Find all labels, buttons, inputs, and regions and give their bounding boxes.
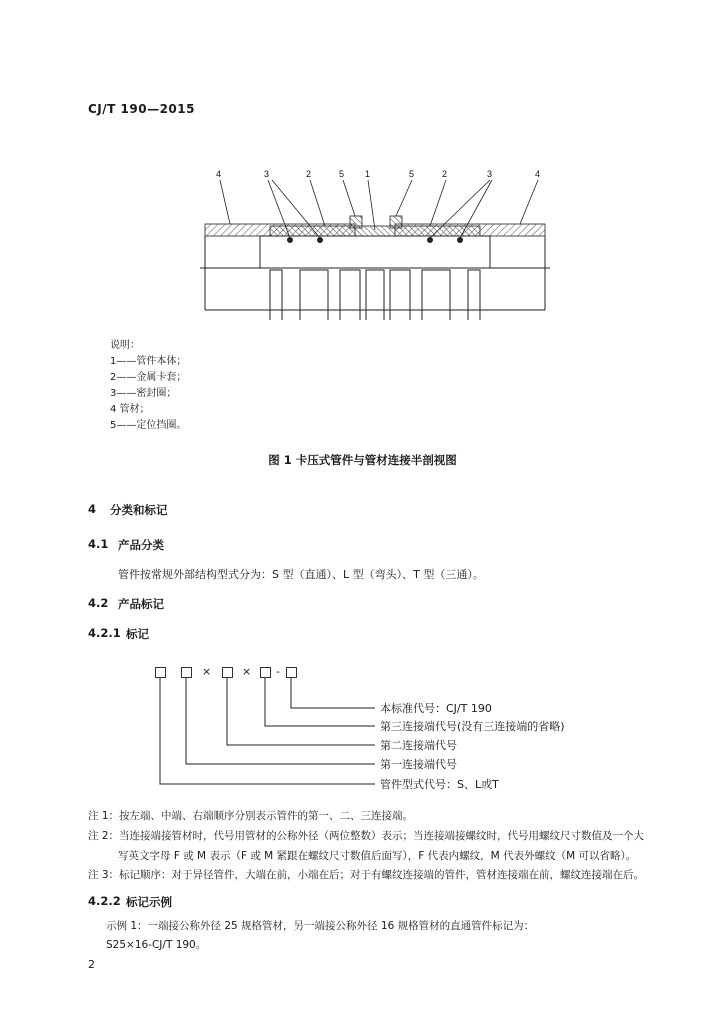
fitting-body <box>260 236 490 268</box>
section-title: 产品分类 <box>118 538 164 552</box>
section-title: 标记 <box>126 627 149 641</box>
section-number: 4.2.2 <box>88 894 121 908</box>
callout-label: 5 <box>409 169 415 179</box>
callout-label: 1 <box>365 169 371 179</box>
locating-ring-left <box>350 216 362 228</box>
code-box <box>260 667 271 678</box>
legend-item: 4 管材； <box>110 404 150 415</box>
page-number: 2 <box>88 958 95 971</box>
marking-label: 本标准代号：CJ/T 190 <box>380 702 492 715</box>
section-number: 4.2.1 <box>88 626 121 640</box>
callout-label: 4 <box>216 169 222 179</box>
legend-item: 2——金属卡套； <box>110 372 187 383</box>
section-number: 4.2 <box>88 596 109 610</box>
callout-label: 3 <box>264 169 270 179</box>
section-title: 分类和标记 <box>110 503 168 517</box>
callout-label: 3 <box>487 169 493 179</box>
callout-label: 4 <box>535 169 541 179</box>
marking-label: 第一连接端代号 <box>380 758 457 771</box>
figure-caption: 图 1 卡压式管件与管材连接半剖视图 <box>268 453 457 467</box>
note: 注 3：标记顺序：对于异径管件，大端在前，小端在后；对于有螺纹连接端的管件，管材连接端在前，螺纹连接端在后。 <box>88 869 645 881</box>
code-box <box>155 667 166 678</box>
legend-item: 3——密封圈； <box>110 388 177 399</box>
section-title: 产品标记 <box>118 597 164 611</box>
note: 注 2：当连接端接管材时，代号用管材的公称外径（两位整数）表示；当连接端接螺纹时，代号用螺纹尺寸数值及一个大 <box>88 830 645 842</box>
section-number: 4 <box>88 502 97 516</box>
separator: - <box>276 665 280 678</box>
section-title: 标记示例 <box>126 895 172 909</box>
legend-item: 1——管件本体； <box>110 356 187 367</box>
callout-label: 2 <box>306 169 312 179</box>
marking-label: 第三连接端代号(没有三连接端的省略) <box>380 720 565 733</box>
separator: × <box>242 665 252 678</box>
callout-label: 5 <box>339 169 345 179</box>
marking-label: 第二连接端代号 <box>380 739 457 752</box>
legend-title: 说明： <box>110 340 140 351</box>
note: 写英文字母 F 或 M 表示（F 或 M 紧跟在螺纹尺寸数值后面写），F 代表内螺纹，M 代表外螺纹（M 可以省略）。 <box>118 850 637 862</box>
example-text: 示例 1：一端接公称外径 25 规格管材，另一端接公称外径 16 规格管材的直通管件标记为： <box>106 920 535 932</box>
marking-leader-lines <box>150 678 380 798</box>
note: 注 1：按左端、中端、右端顺序分别表示管件的第一、二、三连接端。 <box>88 810 414 822</box>
half-section-drawing <box>190 160 560 320</box>
code-box <box>222 667 233 678</box>
callout-label: 2 <box>442 169 448 179</box>
standard-code-header: CJ/T 190—2015 <box>88 102 195 116</box>
code-box <box>181 667 192 678</box>
example-text: S25×16-CJ/T 190。 <box>106 939 207 951</box>
code-box <box>286 667 297 678</box>
paragraph: 管件按常规外部结构型式分为：S 型（直通）、L 型（弯头）、T 型（三通）。 <box>118 568 484 581</box>
separator: × <box>202 665 212 678</box>
legend-item: 5——定位挡圈。 <box>110 420 187 431</box>
locating-ring-right <box>390 216 402 228</box>
marking-label: 管件型式代号：S、L或T <box>380 778 499 791</box>
section-number: 4.1 <box>88 537 109 551</box>
